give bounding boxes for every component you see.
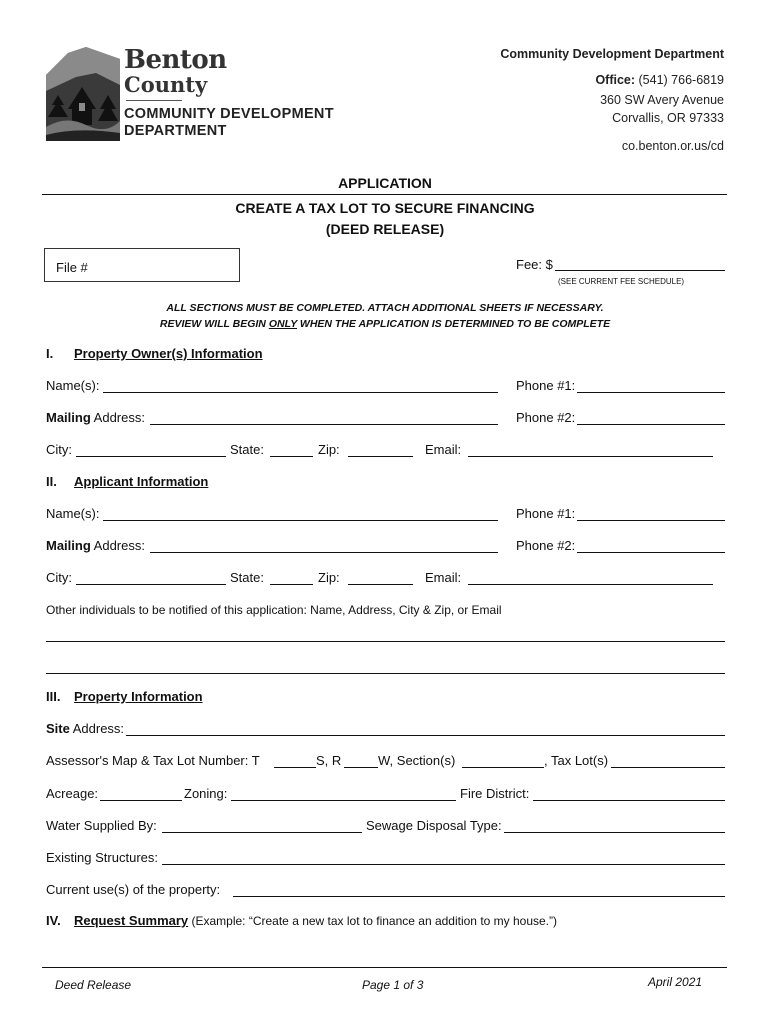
tax-lot-label: , Tax Lot(s) bbox=[544, 753, 609, 768]
owner-email-field[interactable] bbox=[468, 456, 713, 457]
owner-phone2-label: Phone #2: bbox=[516, 410, 576, 425]
website: co.benton.or.us/cd bbox=[621, 139, 724, 153]
section-4-example: (Example: “Create a new tax lot to finance an addition to my house.”) bbox=[188, 914, 558, 928]
owner-mailing-rest: Address: bbox=[90, 410, 145, 425]
city-address: Corvallis, OR 97333 bbox=[612, 111, 724, 125]
applicant-phone2-field[interactable] bbox=[577, 552, 725, 553]
acreage-label: Acreage: bbox=[46, 786, 99, 801]
section-1-number: I. bbox=[46, 346, 54, 361]
office-phone: (541) 766-6819 bbox=[638, 73, 724, 87]
existing-structures-label: Existing Structures: bbox=[46, 850, 158, 865]
applicant-zip-field[interactable] bbox=[348, 584, 413, 585]
section-4-heading bbox=[46, 913, 557, 928]
logo-mark-icon bbox=[46, 45, 120, 141]
applicant-city-field[interactable] bbox=[76, 584, 226, 585]
current-use-field[interactable] bbox=[233, 896, 725, 897]
water-supplied-field[interactable] bbox=[162, 832, 362, 833]
owner-names-label: Name(s): bbox=[46, 378, 100, 393]
office-phone-line bbox=[595, 73, 724, 87]
department-name: Community Development Department bbox=[500, 47, 724, 61]
footer-date: April 2021 bbox=[648, 975, 703, 989]
section-4-title: Request Summary bbox=[74, 913, 189, 928]
owner-city-label: City: bbox=[46, 442, 72, 457]
owner-phone2-field[interactable] bbox=[577, 424, 725, 425]
file-number-box[interactable] bbox=[44, 248, 240, 282]
owner-city-field[interactable] bbox=[76, 456, 226, 457]
water-supplied-label: Water Supplied By: bbox=[46, 818, 157, 833]
applicant-email-field[interactable] bbox=[468, 584, 713, 585]
range-field[interactable] bbox=[344, 767, 378, 768]
applicant-city-label: City: bbox=[46, 570, 72, 585]
owner-mailing-label bbox=[46, 410, 145, 425]
applicant-state-label: State: bbox=[230, 570, 264, 585]
fee-note: (SEE CURRENT FEE SCHEDULE) bbox=[558, 277, 685, 286]
applicant-mailing-label bbox=[46, 538, 145, 553]
section-4-number: IV. bbox=[46, 913, 61, 928]
fire-district-label: Fire District: bbox=[460, 786, 530, 801]
assessor-map-label: Assessor's Map & Tax Lot Number: T bbox=[46, 753, 260, 768]
site-address-bold: Site bbox=[46, 721, 70, 736]
applicant-state-field[interactable] bbox=[270, 584, 313, 585]
file-number-label: File # bbox=[56, 260, 88, 275]
owner-mailing-bold: Mailing bbox=[46, 410, 91, 425]
instructions-line1: ALL SECTIONS MUST BE COMPLETED. ATTACH ADDITIONAL SHEETS IF NECESSARY. bbox=[166, 302, 604, 314]
title-line1: APPLICATION bbox=[338, 175, 432, 191]
footer-page-number: Page 1 of 3 bbox=[362, 978, 424, 992]
w-section-label: W, Section(s) bbox=[378, 753, 456, 768]
other-individuals-label: Other individuals to be notified of this application: Name, Address, City & Zip, or Email bbox=[46, 603, 502, 617]
applicant-names-label: Name(s): bbox=[46, 506, 100, 521]
fee-label: Fee: $ bbox=[516, 257, 553, 272]
existing-structures-field[interactable] bbox=[162, 864, 725, 865]
street-address: 360 SW Avery Avenue bbox=[600, 93, 724, 107]
title-line3: (DEED RELEASE) bbox=[325, 221, 445, 237]
county-logo bbox=[46, 45, 366, 145]
applicant-mailing-field[interactable] bbox=[150, 552, 498, 553]
applicant-phone1-field[interactable] bbox=[577, 520, 725, 521]
section-3-title: Property Information bbox=[74, 689, 203, 704]
fire-district-field[interactable] bbox=[533, 800, 725, 801]
header-divider bbox=[42, 194, 727, 195]
acreage-field[interactable] bbox=[100, 800, 182, 801]
owner-state-field[interactable] bbox=[270, 456, 313, 457]
owner-zip-field[interactable] bbox=[348, 456, 413, 457]
site-address-field[interactable] bbox=[126, 735, 725, 736]
current-use-label: Current use(s) of the property: bbox=[46, 882, 221, 897]
township-field[interactable] bbox=[274, 767, 316, 768]
logo-dept-line2: DEPARTMENT bbox=[124, 123, 227, 139]
owner-phone1-label: Phone #1: bbox=[516, 378, 576, 393]
owner-names-field[interactable] bbox=[103, 392, 498, 393]
footer-left: Deed Release bbox=[55, 978, 132, 992]
instructions-only: ONLY bbox=[268, 318, 298, 330]
sewage-disposal-label: Sewage Disposal Type: bbox=[366, 818, 502, 833]
instructions-line2 bbox=[0, 318, 770, 330]
zoning-label: Zoning: bbox=[184, 786, 228, 801]
tax-lot-field[interactable] bbox=[611, 767, 725, 768]
applicant-phone1-label: Phone #1: bbox=[516, 506, 576, 521]
section-2-number: II. bbox=[46, 474, 57, 489]
logo-name-benton: Benton bbox=[124, 45, 227, 75]
other-individuals-field-1[interactable] bbox=[46, 641, 725, 642]
fee-field[interactable] bbox=[555, 270, 725, 271]
owner-state-label: State: bbox=[230, 442, 264, 457]
footer-divider bbox=[42, 967, 727, 968]
site-address-rest: Address: bbox=[69, 721, 125, 736]
applicant-zip-label: Zip: bbox=[318, 570, 340, 585]
applicant-mailing-rest: Address: bbox=[90, 538, 145, 553]
applicant-phone2-label: Phone #2: bbox=[516, 538, 576, 553]
other-individuals-field-2[interactable] bbox=[46, 673, 725, 674]
section-2-title: Applicant Information bbox=[74, 474, 209, 489]
logo-name-county: County bbox=[124, 72, 208, 97]
applicant-names-field[interactable] bbox=[103, 520, 498, 521]
applicant-email-label: Email: bbox=[425, 570, 462, 585]
section-field[interactable] bbox=[462, 767, 544, 768]
instructions-line2-a: REVIEW WILL BEGIN bbox=[159, 318, 269, 330]
section-3-heading bbox=[46, 689, 203, 704]
applicant-mailing-bold: Mailing bbox=[46, 538, 91, 553]
instructions-line2-c: WHEN THE APPLICATION IS DETERMINED TO BE COMPLETE bbox=[297, 318, 611, 330]
sewage-disposal-field[interactable] bbox=[504, 832, 725, 833]
section-2-heading bbox=[46, 474, 208, 489]
title-line2: CREATE A TAX LOT TO SECURE FINANCING bbox=[235, 200, 535, 216]
office-label: Office: bbox=[595, 73, 636, 87]
owner-email-label: Email: bbox=[425, 442, 462, 457]
section-3-number: III. bbox=[46, 689, 61, 704]
owner-mailing-field[interactable] bbox=[150, 424, 498, 425]
section-1-title: Property Owner(s) Information bbox=[74, 346, 263, 361]
owner-phone1-field[interactable] bbox=[577, 392, 725, 393]
logo-divider bbox=[126, 100, 182, 101]
owner-zip-label: Zip: bbox=[318, 442, 340, 457]
site-address-label bbox=[46, 721, 124, 736]
s-r-label: S, R bbox=[316, 753, 342, 768]
section-1-heading bbox=[46, 346, 263, 361]
zoning-field[interactable] bbox=[231, 800, 456, 801]
logo-dept-line1: COMMUNITY DEVELOPMENT bbox=[124, 106, 334, 122]
